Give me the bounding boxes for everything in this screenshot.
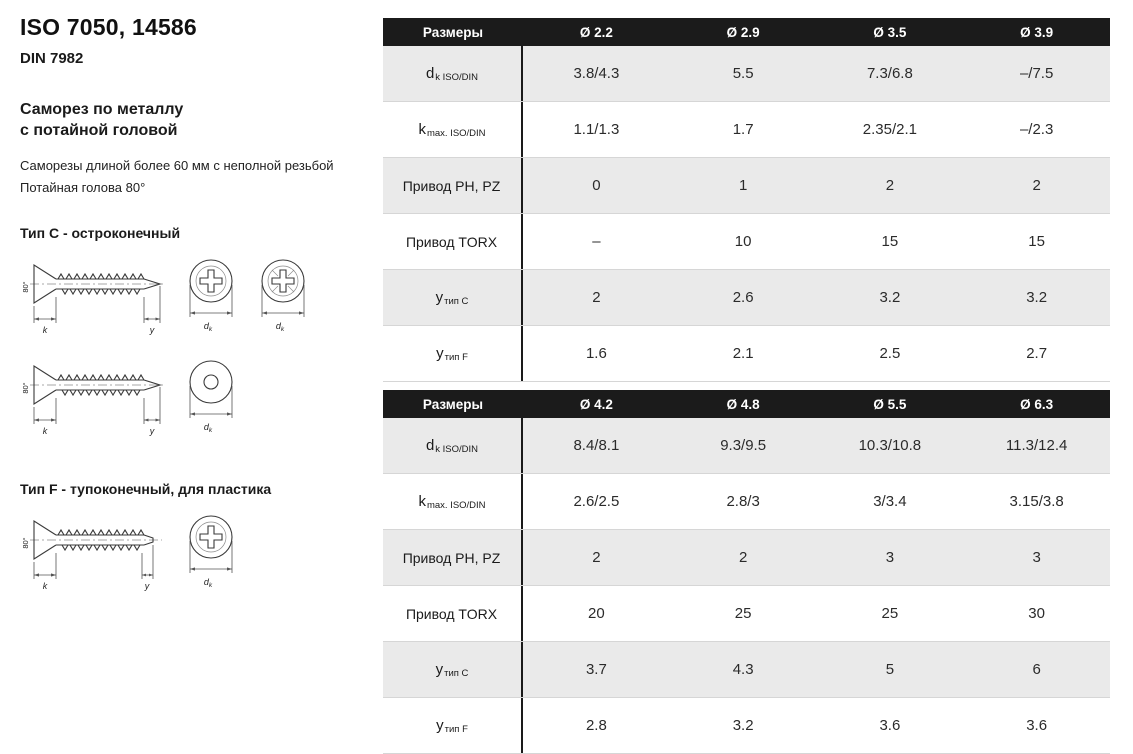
- table-header-row: [383, 390, 1110, 418]
- row-label: [383, 530, 523, 585]
- row-label: [383, 418, 523, 473]
- header-cell-diameter: Ø 4.2: [579, 396, 613, 412]
- value-cell: 6: [1032, 661, 1041, 678]
- value-cell: 25: [881, 605, 899, 622]
- row-label-main: Привод TORX: [405, 233, 498, 250]
- ph-drive-head-drawing: [180, 509, 242, 594]
- value-cell: 1.7: [732, 121, 754, 138]
- value-cell: 2.8: [585, 717, 607, 734]
- product-heading-line1: Саморез по металлу: [20, 101, 184, 118]
- type-c-heading: Тип C - остроконечный: [20, 225, 181, 242]
- row-label: [383, 102, 523, 157]
- ph-drive-head-drawing: [180, 253, 242, 338]
- size-table-small-diameters: [383, 18, 1110, 382]
- row-label: [383, 586, 523, 641]
- header-cell-sizes: Размеры: [422, 24, 484, 40]
- value-cell: 2.8/3: [726, 493, 760, 510]
- row-label-main: d: [425, 437, 435, 454]
- value-cell: 0: [592, 177, 601, 194]
- value-cell: 2: [885, 177, 895, 194]
- row-label-sub: max. ISO/DIN: [426, 500, 486, 511]
- y-dimension-label: y: [149, 426, 155, 437]
- k-dimension-label: k: [42, 325, 48, 336]
- pz-drive-head-drawing: [252, 253, 314, 338]
- table-row-drive-torx: [383, 586, 1110, 642]
- row-label-main: y: [435, 289, 444, 306]
- value-cell: –: [592, 233, 601, 250]
- row-label-main: k: [418, 493, 426, 510]
- header-cell-diameter: Ø 5.5: [873, 396, 907, 412]
- value-cell: 8.4/8.1: [573, 437, 620, 454]
- value-cell: 3.8/4.3: [573, 65, 620, 82]
- row-label-main: k: [418, 121, 426, 138]
- y-dimension-label: y: [144, 581, 150, 592]
- value-cell: 3: [885, 549, 895, 566]
- info-panel: [20, 14, 378, 594]
- value-cell: 3.2: [732, 717, 754, 734]
- type-f-heading: Тип F - тупоконечный, для пластика: [20, 481, 272, 498]
- row-label-sub: k ISO/DIN: [435, 444, 479, 455]
- value-cell: 3.2: [1026, 289, 1048, 306]
- product-heading-line2: с потайной головой: [20, 122, 178, 140]
- table-row-kmax: [383, 474, 1110, 530]
- type-c-drawings-row-1: [20, 253, 378, 338]
- table-row-drive-torx: [383, 214, 1110, 270]
- value-cell: 9.3/9.5: [720, 437, 767, 454]
- k-dimension-label: k: [42, 581, 48, 592]
- row-label-sub: тип C: [444, 296, 469, 307]
- header-cell-sizes: Размеры: [422, 396, 484, 412]
- table-row-dk: [383, 418, 1110, 474]
- value-cell: 11.3/12.4: [1005, 437, 1068, 454]
- value-cell: –/7.5: [1019, 65, 1054, 82]
- header-cell-diameter: Ø 3.9: [1020, 24, 1054, 40]
- row-label: [383, 326, 523, 381]
- row-label-sub: тип C: [444, 668, 469, 679]
- value-cell: 3.2: [879, 289, 901, 306]
- dk-dimension-label: $d_k$: [203, 321, 213, 334]
- table-header-row: [383, 18, 1110, 46]
- dk-dimension-label: $d_k$: [275, 321, 285, 334]
- type-c-drawings-row-2: [20, 354, 378, 439]
- value-cell: 3.6: [879, 717, 901, 734]
- product-description-line1: Саморезы длиной более 60 мм с неполной резьбой: [20, 158, 334, 174]
- value-cell: 15: [1028, 233, 1045, 250]
- product-heading: [20, 99, 378, 141]
- row-label-main: Привод PH, PZ: [402, 177, 501, 194]
- row-label: [383, 698, 523, 753]
- row-label-main: d: [425, 65, 435, 82]
- value-cell: 25: [734, 605, 752, 622]
- value-cell: 2.35/2.1: [862, 121, 917, 138]
- row-label: [383, 642, 523, 697]
- product-description: [20, 155, 378, 199]
- value-cell: 3.7: [585, 661, 607, 678]
- row-label-sub: тип F: [444, 352, 468, 363]
- value-cell: 3.6: [1026, 717, 1048, 734]
- row-label: [383, 474, 523, 529]
- value-cell: 1.6: [585, 345, 607, 362]
- value-cell: 4.3: [732, 661, 754, 678]
- value-cell: 2.6: [732, 289, 754, 306]
- header-cell-diameter: Ø 4.8: [726, 396, 760, 412]
- row-label-main: Привод TORX: [405, 605, 498, 622]
- header-cell-diameter: Ø 3.5: [873, 24, 907, 40]
- table-row-drive-ph-pz: [383, 530, 1110, 586]
- row-label-sub: max. ISO/DIN: [426, 128, 486, 139]
- torx-drive-head-drawing: [180, 354, 242, 439]
- value-cell: 7.3/6.8: [866, 65, 913, 82]
- header-cell-diameter: Ø 2.9: [726, 24, 760, 40]
- value-cell: 3: [1032, 549, 1041, 566]
- table-row-drive-ph-pz: [383, 158, 1110, 214]
- size-table-large-diameters: [383, 390, 1110, 754]
- value-cell: 2.6/2.5: [573, 493, 620, 510]
- k-dimension-label: k: [42, 426, 48, 437]
- value-cell: 5: [885, 661, 895, 678]
- table-row-y-type-c: [383, 270, 1110, 326]
- value-cell: 2: [592, 289, 601, 306]
- header-cell-diameter: Ø 6.3: [1020, 396, 1054, 412]
- value-cell: 2: [1032, 177, 1041, 194]
- row-label-main: y: [436, 345, 444, 362]
- value-cell: –/2.3: [1019, 121, 1054, 138]
- table-row-kmax: [383, 102, 1110, 158]
- row-label: [383, 214, 523, 269]
- dk-dimension-label: $d_k$: [203, 577, 213, 590]
- page-title: ISO 7050, 14586: [20, 14, 197, 40]
- product-description-line2: Потайная голова 80°: [20, 180, 146, 196]
- din-standard: DIN 7982: [20, 50, 84, 67]
- angle-label: 80°: [21, 537, 30, 550]
- row-label-sub: тип F: [444, 724, 468, 735]
- type-c-screw-side-drawing: [20, 253, 170, 338]
- value-cell: 1.1/1.3: [573, 121, 620, 138]
- row-label: [383, 158, 523, 213]
- type-f-screw-side-drawing: [20, 509, 170, 594]
- value-cell: 30: [1028, 605, 1045, 622]
- value-cell: 2.5: [879, 345, 901, 362]
- y-dimension-label: y: [149, 325, 155, 336]
- value-cell: 2.1: [732, 345, 754, 362]
- row-label: [383, 270, 523, 325]
- value-cell: 2.7: [1026, 345, 1048, 362]
- row-label-main: y: [436, 717, 444, 734]
- angle-label: 80°: [21, 382, 30, 395]
- type-c-screw-side-drawing: [20, 354, 170, 439]
- header-cell-diameter: Ø 2.2: [579, 24, 613, 40]
- table-row-y-type-f: [383, 698, 1110, 754]
- row-label-main: y: [435, 661, 444, 678]
- value-cell: 10.3/10.8: [858, 437, 922, 454]
- table-row-y-type-f: [383, 326, 1110, 382]
- table-row-dk: [383, 46, 1110, 102]
- dk-dimension-label: $d_k$: [203, 422, 213, 435]
- row-label: [383, 46, 523, 101]
- row-label-sub: k ISO/DIN: [435, 72, 479, 83]
- value-cell: 3/3.4: [873, 493, 907, 510]
- row-label-main: Привод PH, PZ: [402, 549, 501, 566]
- type-f-drawings-row: [20, 509, 378, 594]
- value-cell: 10: [734, 233, 752, 250]
- value-cell: 2: [738, 549, 748, 566]
- table-row-y-type-c: [383, 642, 1110, 698]
- value-cell: 15: [881, 233, 899, 250]
- value-cell: 5.5: [732, 65, 754, 82]
- angle-label: 80°: [21, 281, 30, 294]
- value-cell: 1: [738, 177, 748, 194]
- value-cell: 3.15/3.8: [1009, 493, 1064, 510]
- value-cell: 20: [588, 605, 605, 622]
- value-cell: 2: [592, 549, 601, 566]
